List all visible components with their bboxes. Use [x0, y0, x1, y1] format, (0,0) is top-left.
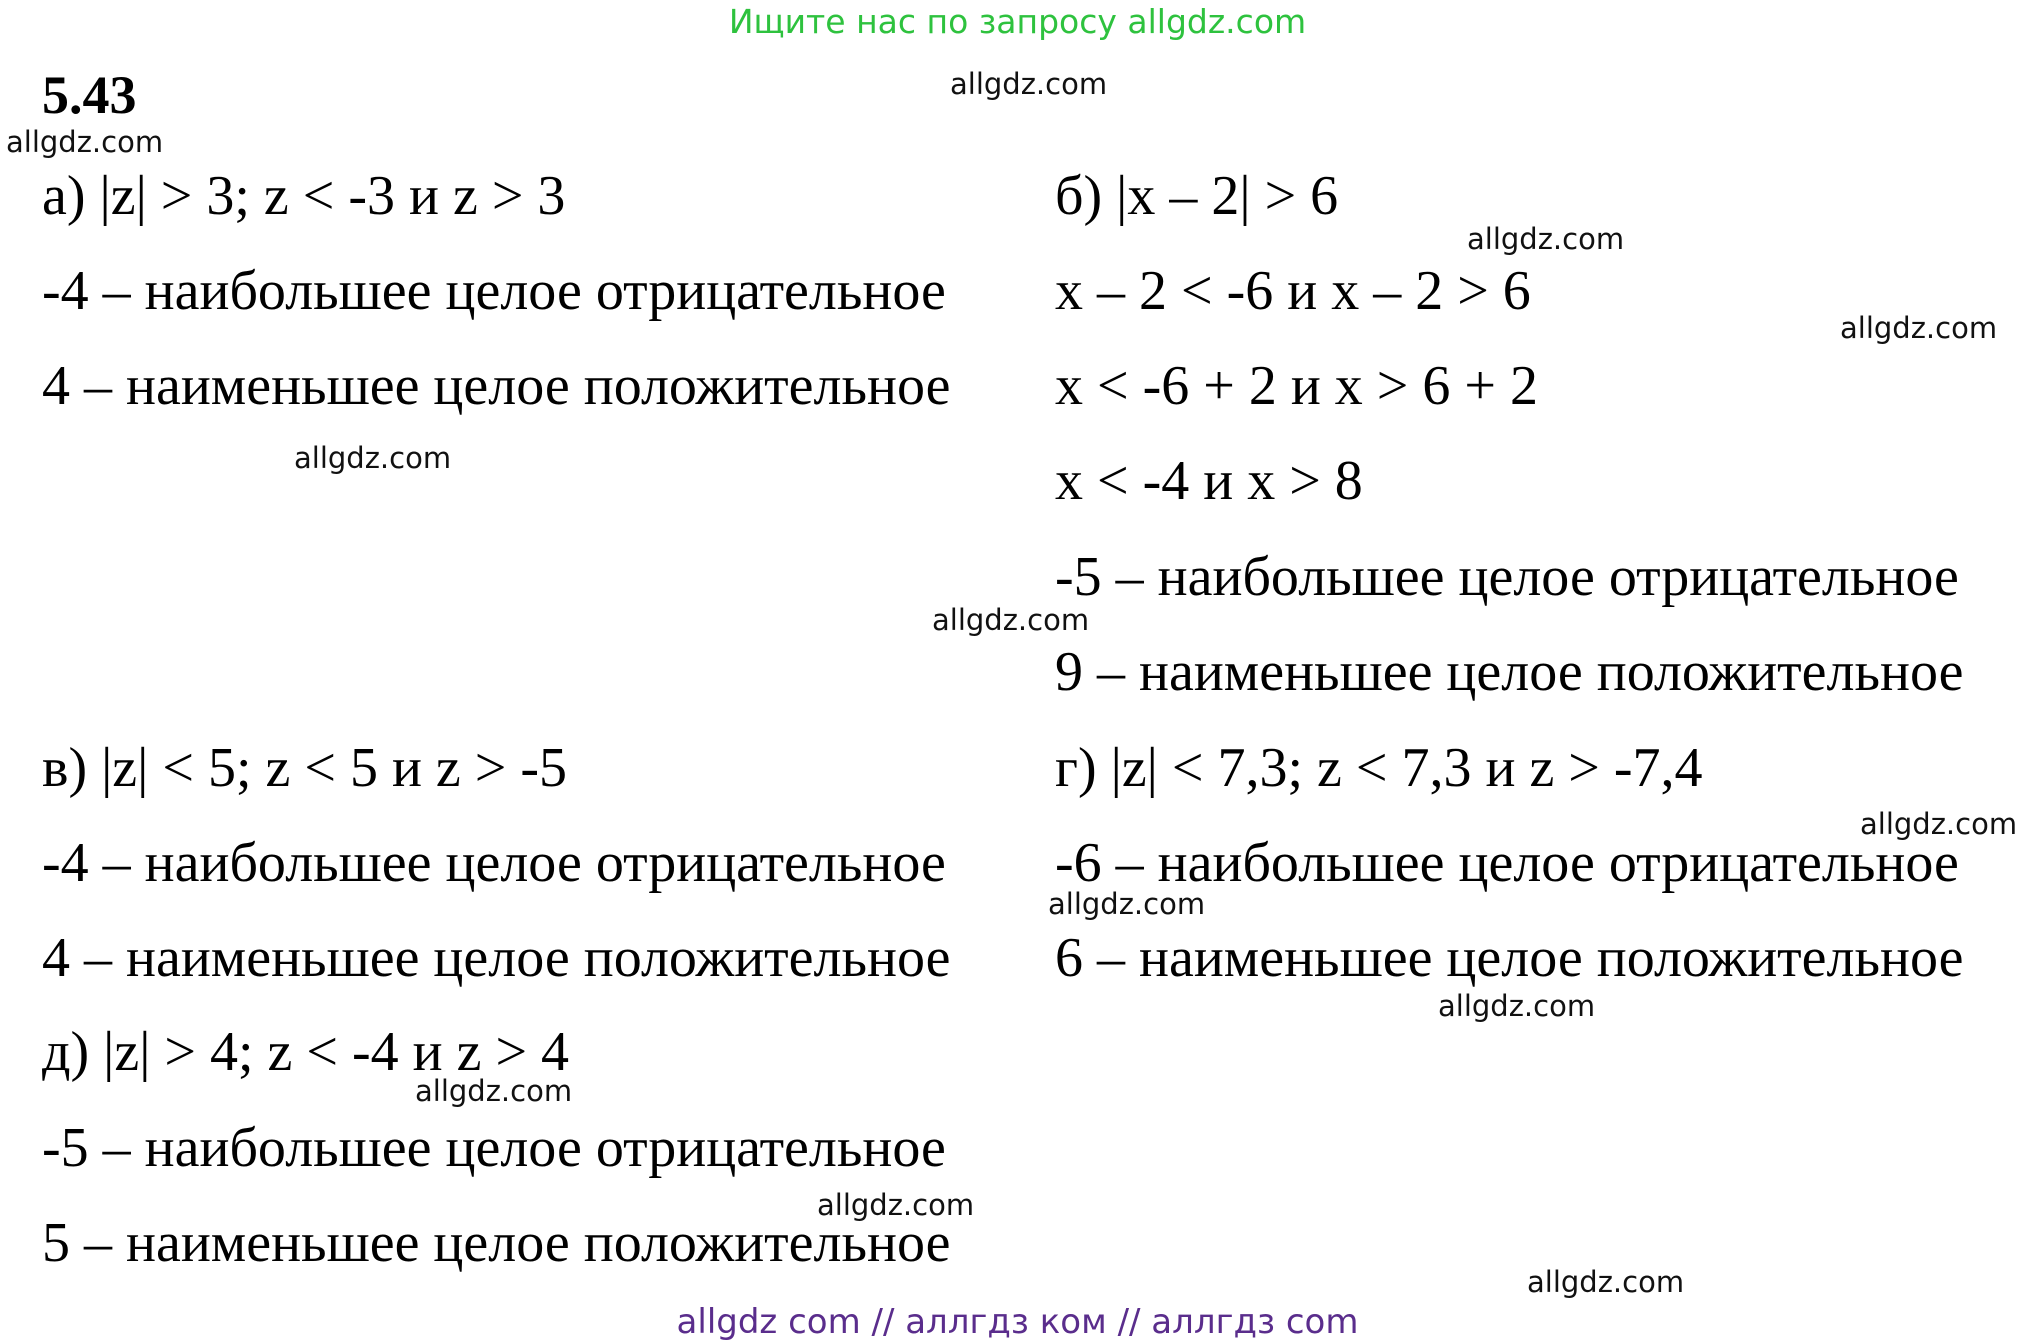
part-a-line-1: -4 – наибольшее целое отрицательное: [42, 260, 946, 322]
part-a-heading: а) |z| > 3; z < -3 и z > 3: [42, 165, 566, 227]
problem-number: 5.43: [42, 65, 137, 125]
part-b-line-3: x < -4 и x > 8: [1055, 450, 1363, 512]
part-v-line-2: 4 – наименьшее целое положительное: [42, 927, 951, 989]
watermark: allgdz.com: [1048, 887, 1206, 921]
watermark: allgdz.com: [1467, 222, 1625, 256]
search-banner: Ищите нас по запросу allgdz.com: [728, 2, 1307, 41]
watermark: allgdz.com: [415, 1074, 573, 1108]
part-b-heading: б) |x – 2| > 6: [1055, 165, 1339, 227]
part-b-line-5: 9 – наименьшее целое положительное: [1055, 641, 1964, 703]
part-d-heading: д) |z| > 4; z < -4 и z > 4: [42, 1021, 570, 1083]
part-b-line-4: -5 – наибольшее целое отрицательное: [1055, 546, 1959, 608]
part-b-line-2: x < -6 + 2 и x > 6 + 2: [1055, 355, 1538, 417]
footer-links: allgdz com // аллгдз ком // аллгдз com: [676, 1302, 1359, 1342]
part-d-line-2: 5 – наименьшее целое положительное: [42, 1212, 951, 1274]
part-g-line-2: 6 – наименьшее целое положительное: [1055, 927, 1964, 989]
part-v-heading: в) |z| < 5; z < 5 и z > -5: [42, 737, 567, 799]
watermark: allgdz.com: [932, 603, 1090, 637]
part-b-line-1: x – 2 < -6 и x – 2 > 6: [1055, 260, 1531, 322]
part-a-line-2: 4 – наименьшее целое положительное: [42, 355, 951, 417]
part-g-heading: г) |z| < 7,3; z < 7,3 и z > -7,4: [1055, 737, 1703, 799]
watermark: allgdz.com: [817, 1188, 975, 1222]
watermark: allgdz.com: [950, 67, 1108, 101]
watermark: allgdz.com: [1860, 807, 2018, 841]
part-v-line-1: -4 – наибольшее целое отрицательное: [42, 832, 946, 894]
watermark: allgdz.com: [1840, 311, 1998, 345]
watermark: allgdz.com: [1527, 1265, 1685, 1299]
part-d-line-1: -5 – наибольшее целое отрицательное: [42, 1117, 946, 1179]
watermark: allgdz.com: [6, 125, 164, 159]
watermark: allgdz.com: [294, 441, 452, 475]
watermark: allgdz.com: [1438, 989, 1596, 1023]
part-g-line-1: -6 – наибольшее целое отрицательное: [1055, 832, 1959, 894]
